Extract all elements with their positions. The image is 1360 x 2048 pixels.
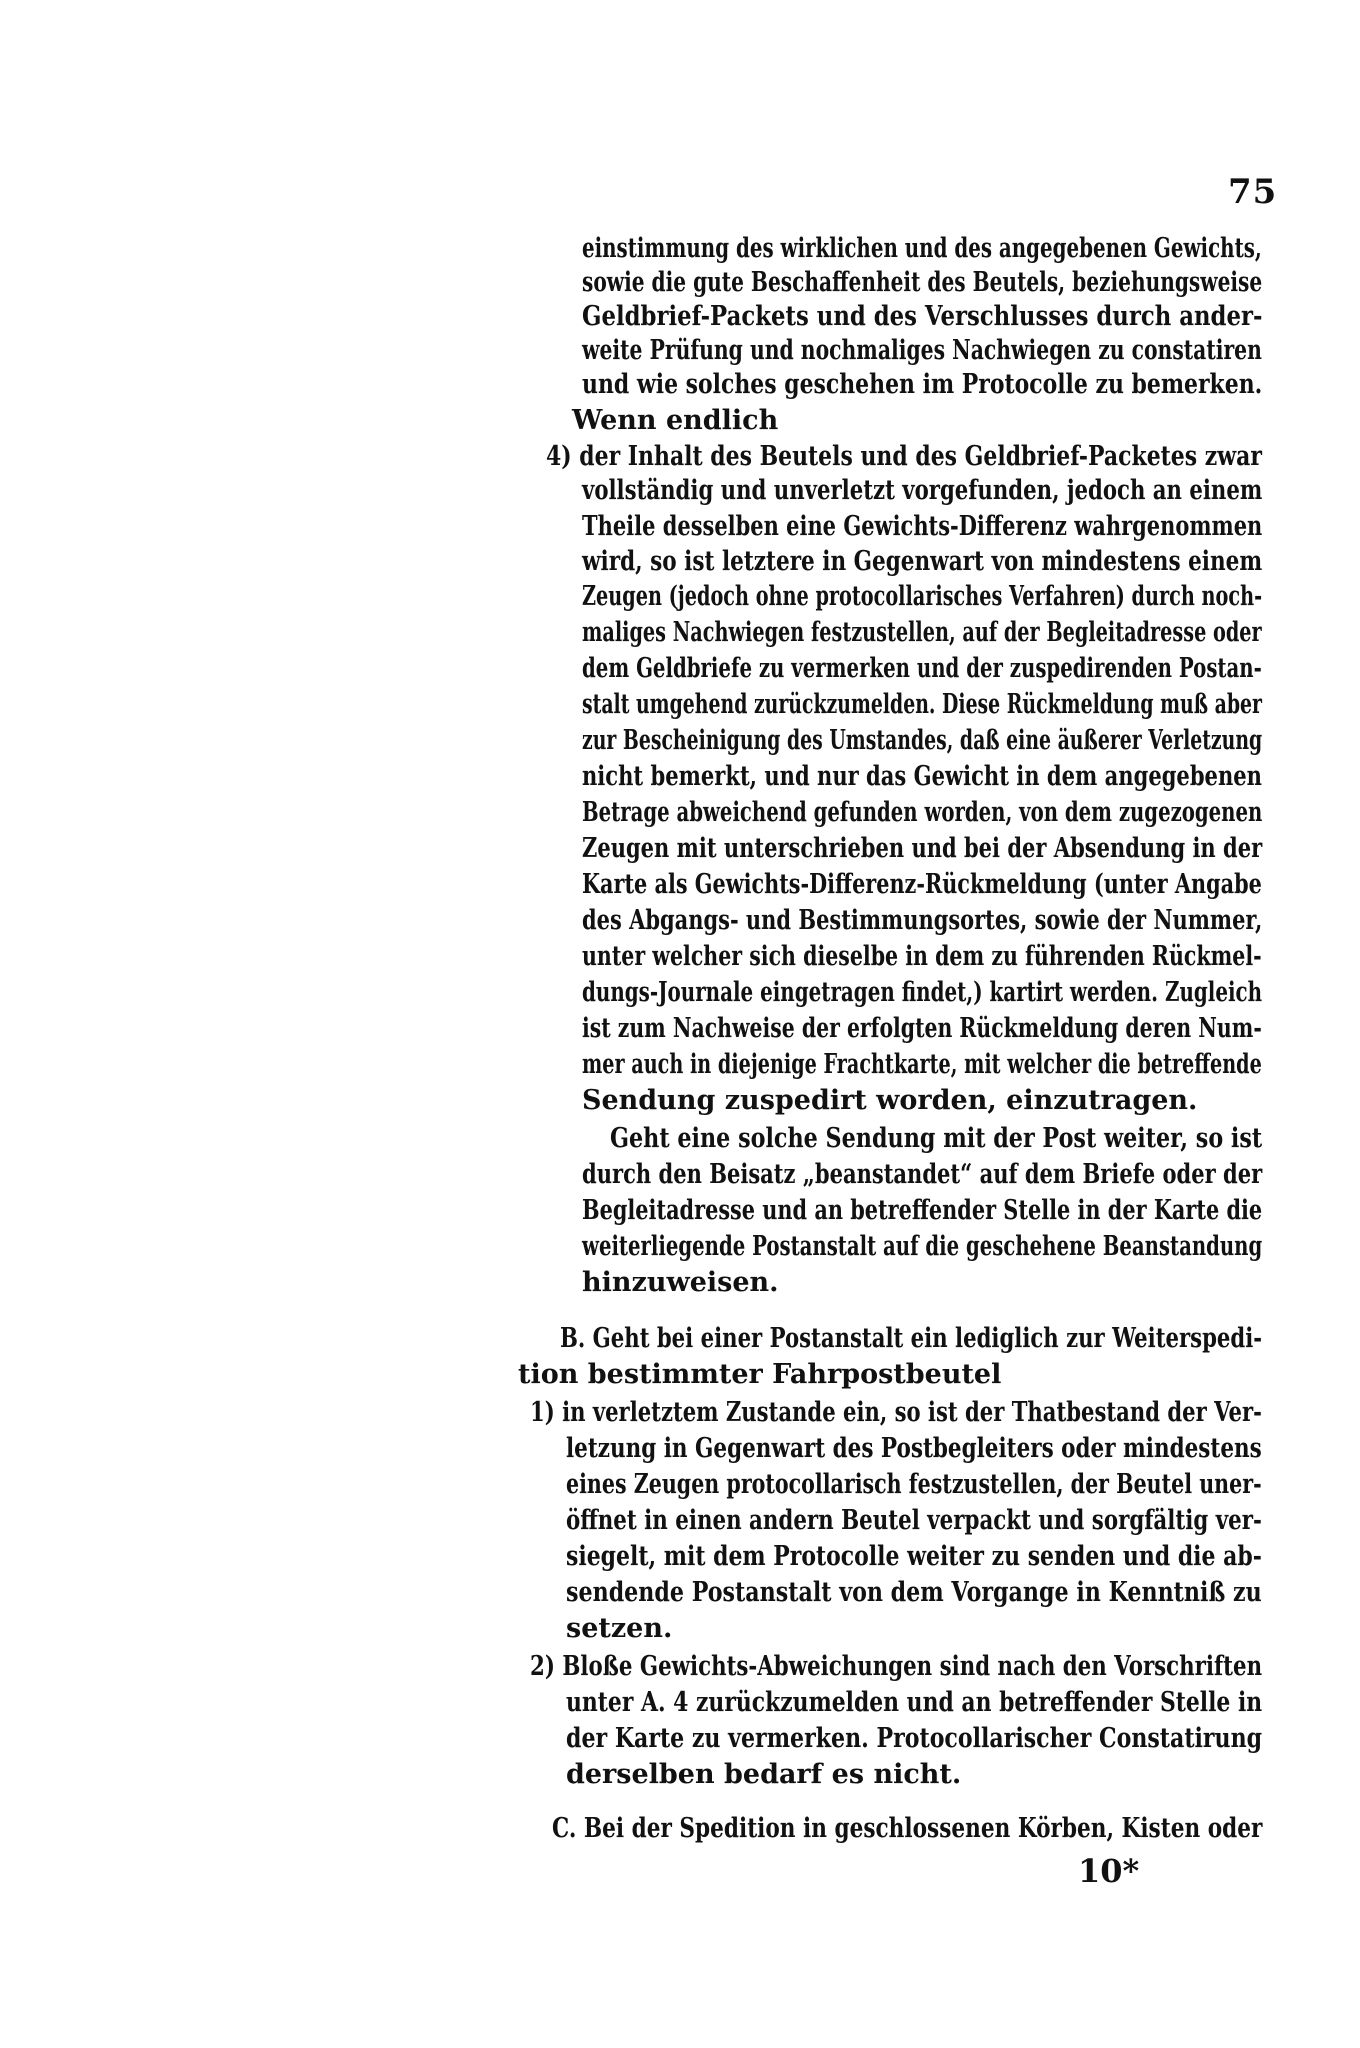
text-line: Geht eine solche Sendung mit der Post weiter, so ist (610, 1123, 1263, 1154)
text-line: durch den Beisatz „beanstandet“ auf dem Briefe oder der (582, 1159, 1263, 1190)
text-line: Zeugen (jedoch ohne protocollarisches Verfahren) durch noch- (582, 581, 1263, 612)
text-line: des Abgangs- und Bestimmungsortes, sowie der Nummer, (582, 905, 1263, 936)
text-line: stalt umgehend zurückzumelden. Diese Rückmeldung muß aber (582, 689, 1262, 720)
text-line: Begleitadresse und an betreffender Stelle in der Karte die (582, 1195, 1263, 1226)
text-line: Karte als Gewichts-Differenz-Rückmeldung (unter Angabe (582, 869, 1262, 900)
text-line: B. Geht bei einer Postanstalt ein lediglich zur Weiterspedi- (560, 1323, 1263, 1354)
text-line: vollständig und unverletzt vorgefunden, jedoch an einem (582, 475, 1263, 506)
text-line: eines Zeugen protocollarisch festzustellen, der Beutel uner- (566, 1469, 1262, 1500)
signature-mark: 10* (1078, 1852, 1140, 1890)
text-line: Wenn endlich (572, 405, 779, 436)
text-line: und wie solches geschehen im Protocolle zu bemerken. (582, 369, 1263, 400)
page-number: 75 (1228, 172, 1278, 212)
text-line: Betrage abweichend gefunden worden, von dem zugezogenen (582, 797, 1263, 828)
text-line: dungs-Journale eingetragen findet,) kartirt werden. Zugleich (582, 977, 1263, 1008)
text-line: setzen. (566, 1613, 673, 1644)
text-line: zur Bescheinigung des Umstandes, daß eine äußerer Verletzung (582, 725, 1263, 756)
text-line: hinzuweisen. (582, 1267, 779, 1298)
text-line: weiterliegende Postanstalt auf die geschehene Beanstandung (582, 1231, 1263, 1262)
text-line: maliges Nachwiegen festzustellen, auf der Begleitadresse oder (582, 617, 1262, 648)
text-line: Zeugen mit unterschrieben und bei der Absendung in der (582, 833, 1263, 864)
text-line: weite Prüfung und nochmaliges Nachwiegen zu constatiren (582, 335, 1262, 366)
text-line: tion bestimmter Fahrpostbeutel (518, 1359, 1002, 1390)
text-line: einstimmung des wirklichen und des angegebenen Gewichts, (582, 233, 1262, 264)
text-line: C. Bei der Spedition in geschlossenen Körben, Kisten oder (552, 1813, 1263, 1844)
text-line: nicht bemerkt, und nur das Gewicht in dem angegebenen (582, 761, 1262, 792)
text-line: ist zum Nachweise der erfolgten Rückmeldung deren Num- (582, 1013, 1262, 1044)
text-line: Geldbrief-Packets und des Verschlusses durch ander- (582, 301, 1263, 332)
text-line: der Karte zu vermerken. Protocollarischer Constatirung (566, 1723, 1263, 1754)
text-line: 2) Bloße Gewichts-Abweichungen sind nach den Vorschriften (530, 1651, 1263, 1682)
text-line: sowie die gute Beschaffenheit des Beutels, beziehungsweise (582, 267, 1263, 298)
text-line: unter A. 4 zurückzumelden und an betreffender Stelle in (566, 1687, 1263, 1718)
text-line: 1) in verletztem Zustande ein, so ist der Thatbestand der Ver- (530, 1397, 1262, 1428)
text-line: letzung in Gegenwart des Postbegleiters oder mindestens (566, 1433, 1262, 1464)
text-line: derselben bedarf es nicht. (566, 1759, 962, 1790)
text-line: siegelt, mit dem Protocolle weiter zu senden und die ab- (566, 1541, 1262, 1572)
text-line: mer auch in diejenige Frachtkarte, mit welcher die betreffende (582, 1049, 1262, 1080)
text-line: öffnet in einen andern Beutel verpackt und sorgfältig ver- (566, 1505, 1262, 1536)
text-line: unter welcher sich dieselbe in dem zu führenden Rückmel- (582, 941, 1262, 972)
text-line: dem Geldbriefe zu vermerken und der zuspedirenden Postan- (582, 653, 1262, 684)
text-line: wird, so ist letztere in Gegenwart von mindestens einem (582, 546, 1263, 577)
text-line: Sendung zuspedirt worden, einzutragen. (582, 1085, 1198, 1116)
text-line: sendende Postanstalt von dem Vorgange in Kenntniß zu (566, 1577, 1262, 1608)
text-line: 4) der Inhalt des Beutels und des Geldbrief-Packetes zwar (546, 441, 1262, 472)
text-line: Theile desselben eine Gewichts-Differenz wahrgenommen (582, 511, 1263, 542)
